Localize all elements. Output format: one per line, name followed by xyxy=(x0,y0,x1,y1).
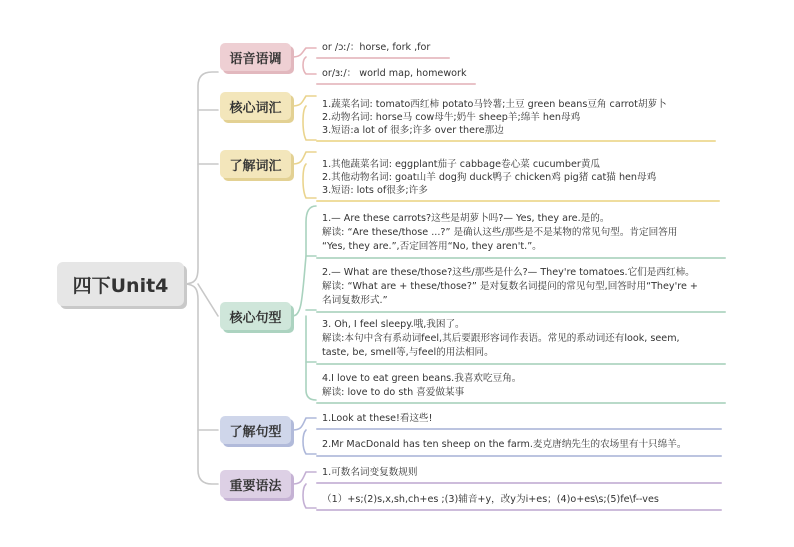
core-sentence-line: 2.— What are these/those?这些/那些是什么?— They're tomatoes.它们是西红柿。 xyxy=(322,267,695,278)
category-grammar: 重要语法 xyxy=(220,470,291,498)
core-vocab-line: 3.短语:a lot of 很多;许多 over there那边 xyxy=(322,125,504,136)
category-extra-sentences: 了解句型 xyxy=(220,416,291,444)
underline xyxy=(316,257,726,259)
core-vocab-line: 1.蔬菜名词: tomato西红柿 potato马铃薯;土豆 green beans豆角 carrot胡萝卜 xyxy=(322,99,667,110)
category-phonics: 语音语调 xyxy=(220,43,291,71)
extra-vocab-line: 2.其他动物名词: goat山羊 dog狗 duck鸭子 chicken鸡 pig猪 cat猫 hen母鸡 xyxy=(322,172,657,183)
category-core-sentences: 核心句型 xyxy=(220,302,291,330)
underline xyxy=(316,363,726,365)
underline xyxy=(316,428,722,430)
underline xyxy=(316,311,726,313)
phonics-item: or/ɜː/： world map, homework xyxy=(322,68,467,79)
core-sentence-line: taste, be, smell等,与feel的用法相同。 xyxy=(322,347,494,358)
grammar-line: 1.可数名词变复数规则 xyxy=(322,467,418,478)
underline xyxy=(316,83,476,85)
underline xyxy=(316,402,726,404)
core-vocab-line: 2.动物名词: horse马 cow母牛;奶牛 sheep羊;绵羊 hen母鸡 xyxy=(322,112,581,123)
phonics-item: or /ɔː/：horse, fork ,for xyxy=(322,42,431,53)
underline xyxy=(316,509,722,511)
underline xyxy=(316,57,450,59)
core-sentence-line: “Yes, they are.”,否定回答用“No, they aren't.”。 xyxy=(322,241,542,252)
root-node: 四下Unit4 xyxy=(57,262,184,306)
core-sentence-line: 解读:本句中含有系动词feel,其后要跟形容词作表语。常见的系动词还有look, seem, xyxy=(322,333,680,344)
category-core-vocabulary: 核心词汇 xyxy=(220,92,291,120)
category-extra-vocabulary: 了解词汇 xyxy=(220,150,291,178)
extra-vocab-line: 1.其他蔬菜名词: eggplant茄子 cabbage卷心菜 cucumber黄瓜 xyxy=(322,159,601,170)
core-sentence-line: 解读: “What are + these/those?” 是对复数名词提问的常见句型,回答时用“They're + xyxy=(322,281,698,292)
core-sentence-line: 解读: “Are these/those ...?” 是确认这些/那些是不是某物的常见句型。肯定回答用 xyxy=(322,227,678,238)
core-sentence-line: 1.— Are these carrots?这些是胡萝卜吗?— Yes, they are.是的。 xyxy=(322,213,610,224)
core-sentence-line: 名词复数形式.” xyxy=(322,295,388,306)
extra-sentence-line: 2.Mr MacDonald has ten sheep on the farm.麦克唐纳先生的农场里有十只绵羊。 xyxy=(322,439,687,450)
grammar-line: （1）+s;(2)s,x,sh,ch+es ;(3)辅音+y，改y为i+es；(4)o+es\s;(5)fe\f--ves xyxy=(322,494,659,505)
core-sentence-line: 解读: love to do sth 喜爱做某事 xyxy=(322,387,465,398)
underline xyxy=(316,140,716,142)
underline xyxy=(316,482,722,484)
core-sentence-line: 3. Oh, I feel sleepy.哦,我困了。 xyxy=(322,319,465,330)
extra-vocab-line: 3.短语: lots of很多;许多 xyxy=(322,185,428,196)
underline xyxy=(316,200,720,202)
core-sentence-line: 4.I love to eat green beans.我喜欢吃豆角。 xyxy=(322,373,522,384)
underline xyxy=(316,455,722,457)
extra-sentence-line: 1.Look at these!看这些! xyxy=(322,413,433,424)
